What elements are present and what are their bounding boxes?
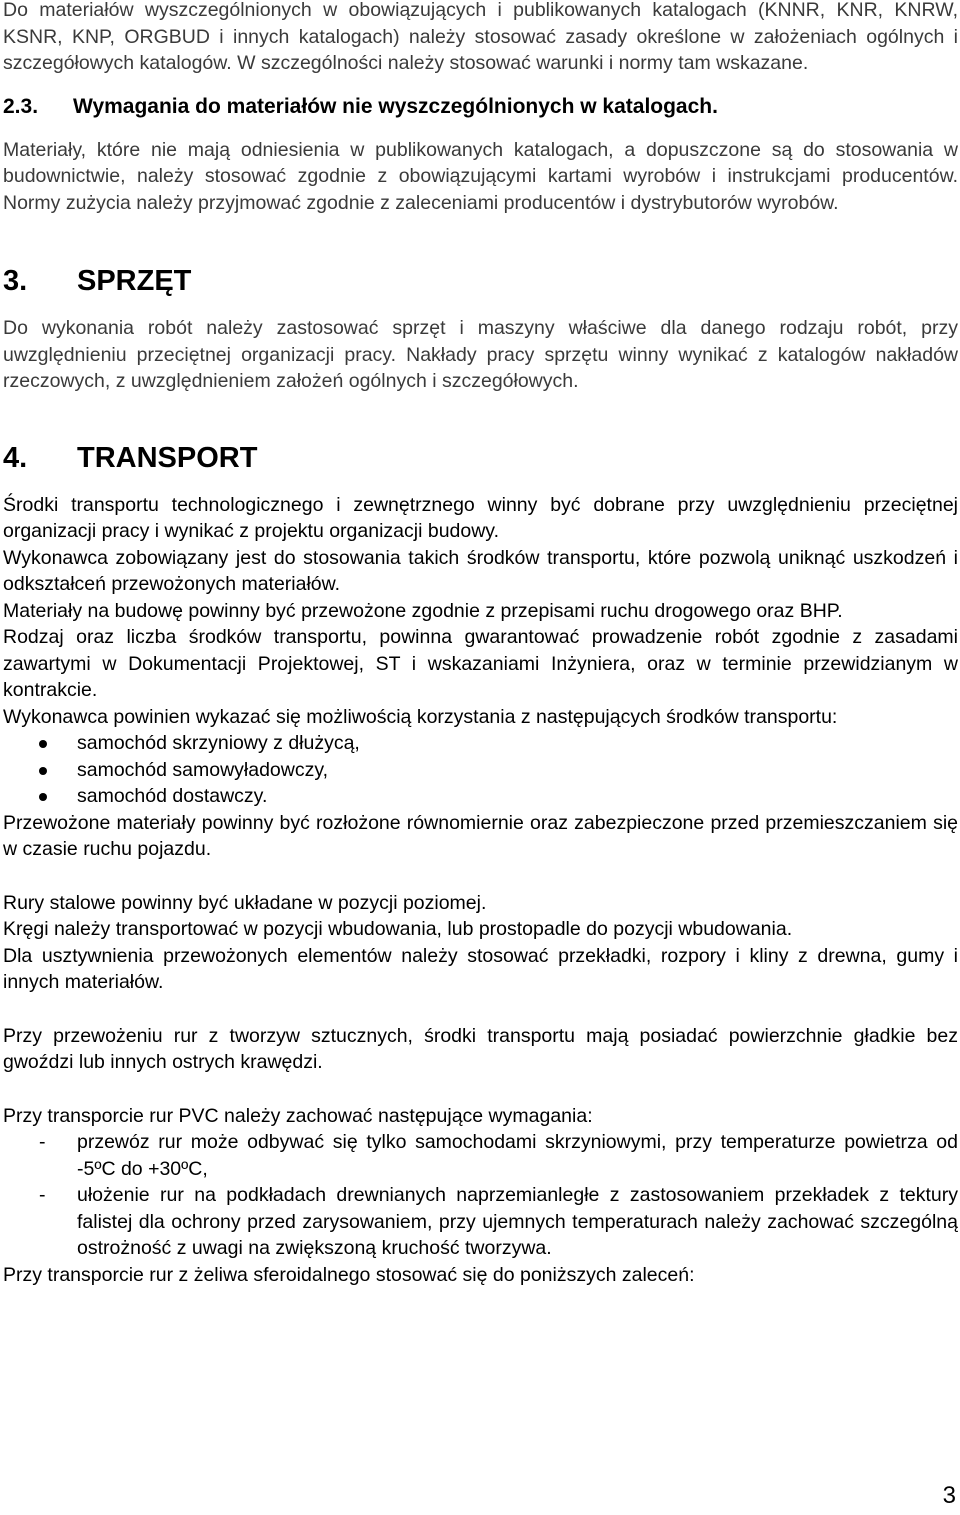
list-item-text: przewóz rur może odbywać się tylko samochodami skrzyniowymi, przy temperaturze powietrza od -5ºC do +30ºC, [77, 1131, 958, 1180]
bullet-icon [39, 740, 47, 748]
heading-3 [3, 264, 958, 298]
paragraph-non-catalog-materials: Materiały, które nie mają odniesienia w publikowanych katalogach, a dopuszczone są do stosowania w budownictwie, należy stosować zgodnie z obowiązującymi kartami wyrobów i instrukcjami producentów. Normy zużycia należy przyjmować zgodnie z zaleceniami producentów i dystrybutorów wyrobów. [3, 138, 958, 214]
bullet-icon [39, 767, 47, 775]
list-item [3, 757, 958, 784]
list-item-text: samochód skrzyniowy z dłużycą, [77, 732, 360, 754]
paragraph-transport-count: Rodzaj oraz liczba środków transportu, powinna gwarantować prowadzenie robót zgodnie z zasadami zawartymi w Dokumentacji Projektowej, ST i wskazaniami Inżyniera, oraz w terminie przewidzianym w kontrakcie. [3, 626, 958, 701]
list-item-text: ułożenie rur na podkładach drewnianych naprzemianległe z zastosowaniem przekładek z tektury falistej dla ochrony przed zarysowaniem, przy ujemnych temperaturach należy zachować szczególną ostrożność z uwagi na zwiększoną kruchość tworzywa. [77, 1184, 958, 1259]
dash-marker: - [39, 1184, 46, 1206]
bullet-icon [39, 793, 47, 801]
heading-title: Wymagania do materiałów nie wyszczególnionych w katalogach. [73, 94, 718, 118]
paragraph-transport-means: Środki transportu technologicznego i zewnętrznego winny być dobrane przy uwzględnieniu przeciętnej organizacji pracy i wynikać z projektu organizacji budowy. [3, 493, 958, 542]
page-number: 3 [942, 1482, 956, 1509]
list-item-text: samochód samowyładowczy, [77, 758, 329, 781]
pvc-requirements-list [3, 1129, 958, 1262]
paragraph-traffic-rules: Materiały na budowę powinny być przewożone zgodnie z przepisami ruchu drogowego oraz BHP. [3, 599, 843, 622]
paragraph-pvc-intro: Przy transporcie rur PVC należy zachować następujące wymagania: [3, 1104, 593, 1127]
paragraph-steel-pipes: Rury stalowe powinny być układane w pozycji poziomej. [3, 891, 487, 914]
dash-marker: - [39, 1131, 46, 1153]
heading-2-3 [3, 94, 958, 120]
paragraph-load-distribution: Przewożone materiały powinny być rozłożone równomiernie oraz zabezpieczone przed przemieszczaniem się w czasie ruchu pojazdu. [3, 811, 958, 860]
heading-title: SPRZĘT [77, 265, 192, 297]
heading-number: 4. [3, 441, 28, 474]
list-item [3, 1182, 958, 1262]
paragraph-equipment: Do wykonania robót należy zastosować sprzęt i maszyny właściwe dla danego rodzaju robót, przy uwzględnieniu przeciętnej organizacji pracy. Nakłady pracy sprzętu winny wynikać z katalogów nakładów rzeczowych, z uwzględnieniem założeń ogólnych i szczegółowych. [3, 317, 958, 392]
paragraph-stiffening: Dla usztywnienia przewożonych elementów należy stosować przekładki, rozpory i kliny z drewna, gumy i innych materiałów. [3, 944, 958, 993]
list-item [3, 730, 958, 757]
heading-title: TRANSPORT [77, 441, 258, 474]
heading-number: 2.3. [3, 94, 39, 118]
paragraph-rings: Kręgi należy transportować w pozycji wbudowania, lub prostopadle do pozycji wbudowania. [3, 918, 793, 940]
heading-number: 3. [3, 265, 28, 297]
heading-4 [3, 441, 958, 475]
list-item-text: samochód dostawczy. [77, 785, 268, 807]
list-item [3, 783, 958, 810]
vehicle-list [3, 730, 958, 810]
paragraph-ductile-iron: Przy transporcie rur z żeliwa sferoidalnego stosować się do poniższych zaleceń: [3, 1263, 695, 1286]
document-page [3, 0, 958, 1288]
list-item [3, 1129, 958, 1182]
paragraph-catalog-materials: Do materiałów wyszczególnionych w obowiązujących i publikowanych katalogach (KNNR, KNR, KNRW, KSNR, KNP, ORGBUD i innych katalogach) należy stosować zasady określone w założeniach ogólnych i szczegółowych katalogów. W szczególności należy stosować warunki i normy tam wskazane. [3, 0, 958, 74]
paragraph-vehicle-intro: Wykonawca powinien wykazać się możliwością korzystania z następujących środków transportu: [3, 705, 838, 728]
paragraph-plastic-pipes: Przy przewożeniu rur z tworzyw sztucznych, środki transportu mają posiadać powierzchnie gładkie bez gwoździ lub innych ostrych krawędzi. [3, 1024, 958, 1073]
paragraph-contractor-obligation: Wykonawca zobowiązany jest do stosowania takich środków transportu, które pozwolą uniknąć uszkodzeń i odkształceń przewożonych materiałów. [3, 546, 958, 595]
